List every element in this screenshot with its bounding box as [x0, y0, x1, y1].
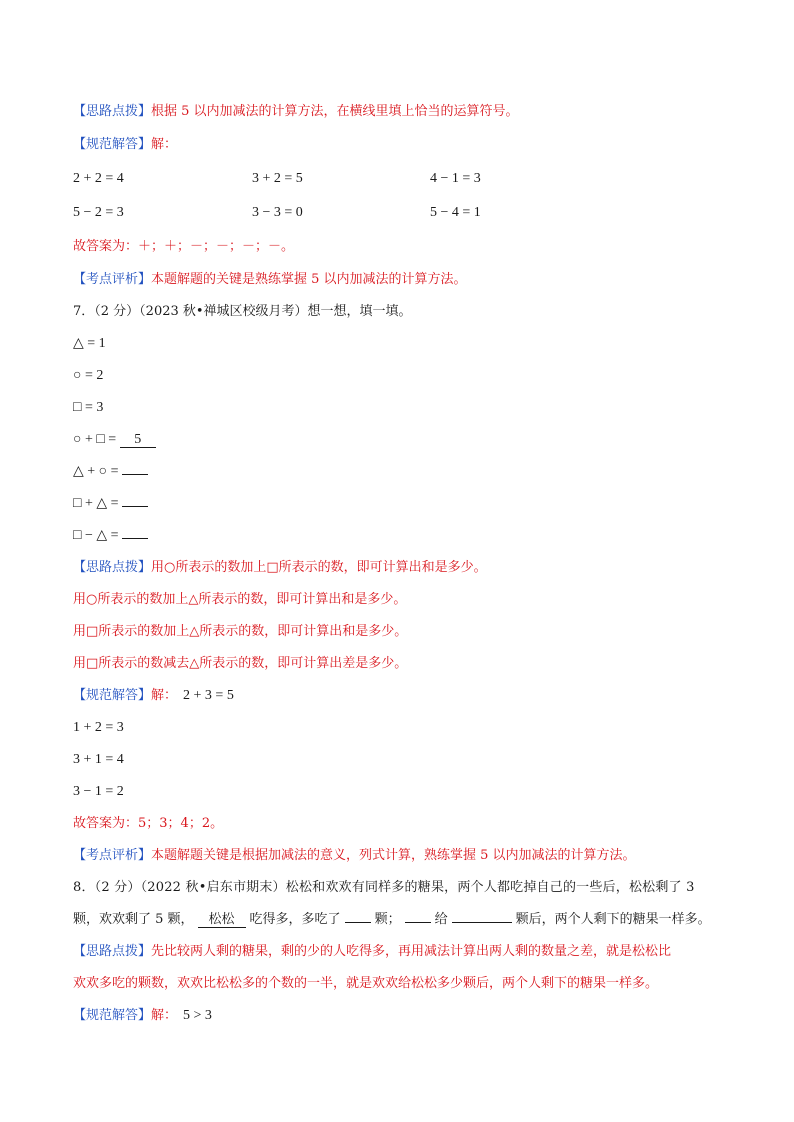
- hint-label: 【思路点拨】: [73, 944, 152, 959]
- q7-blank-row-3: [73, 496, 148, 512]
- q6-review: [73, 272, 467, 288]
- q8-answer-blank-3[interactable]: [405, 922, 431, 923]
- q6-solution: [73, 137, 177, 153]
- q7-answer: 故答案为：5；3；4；2。: [73, 816, 224, 831]
- q8-stem-line-2: [73, 912, 711, 928]
- q7-def-circle: ○ = 2: [73, 368, 104, 383]
- q7-def-square: □ = 3: [73, 400, 104, 415]
- q8-stem-part-5: 颗后，两个人剩下的糖果一样多。: [515, 912, 711, 927]
- q7-hint-line-1: 用○所表示的数加上□所表示的数，即可计算出和是多少。: [151, 560, 487, 575]
- q8-stem-part-4: 给: [434, 912, 448, 927]
- solution-label: 【规范解答】: [73, 1008, 152, 1023]
- q7-hint: [73, 560, 487, 576]
- q8-hint-line-1: 先比较两人剩的糖果，剩的少的人吃得多，再用减法计算出两人剩的数量之差，就是松松比: [151, 944, 672, 959]
- q7-sol-eq-3: 3 + 1 = 4: [73, 752, 124, 767]
- q7-hint-line-3: 用□所表示的数加上△所表示的数，即可计算出和是多少。: [73, 624, 408, 639]
- q7-blank-expr-2: △ + ○ =: [73, 464, 123, 479]
- q6-eq-1-2: 3 + 2 = 5: [252, 171, 303, 186]
- q7-stem: 7．（2 分）（2023 秋•禅城区校级月考）想一想，填一填。: [73, 304, 412, 319]
- q8-stem-part-2: 吃得多，多吃了: [249, 912, 341, 927]
- q7-answer-blank-4[interactable]: [122, 538, 148, 539]
- q8-stem-line-1: 8．（2 分）（2022 秋•启东市期末）松松和欢欢有同样多的糖果，两个人都吃掉自己的一些后，松松剩了 3: [73, 880, 695, 895]
- q8-hint: [73, 944, 671, 960]
- q6-eq-2-2: 3 − 3 = 0: [252, 205, 303, 220]
- q6-eq-1-3: 4 − 1 = 3: [430, 171, 481, 186]
- q6-eq-2-3: 5 − 4 = 1: [430, 205, 481, 220]
- q8-hint-line-2: 欢欢多吃的颗数，欢欢比松松多的个数的一半，就是欢欢给松松多少颗后，两个人剩下的糖果一样多。: [73, 976, 659, 991]
- q6-answer: 故答案为：＋；＋；－；－；－；－。: [73, 239, 295, 254]
- q7-blank-expr-4: □ − △ =: [73, 528, 123, 543]
- q8-stem-part-3: 颗；: [374, 912, 401, 927]
- q8-sol-eq: 5 > 3: [183, 1008, 212, 1023]
- q6-hint: [73, 104, 519, 120]
- q7-review: [73, 848, 636, 864]
- q8-answer-blank-2[interactable]: [345, 922, 371, 923]
- review-label: 【考点评析】: [73, 272, 152, 287]
- q8-answer-blank-4[interactable]: [452, 922, 512, 923]
- q8-stem-part-1: 颗，欢欢剩了 5 颗，: [73, 912, 194, 927]
- solution-label: 【规范解答】: [73, 688, 152, 703]
- q7-sol-eq-1: 2 + 3 = 5: [183, 688, 234, 703]
- q7-hint-line-2: 用○所表示的数加上△所表示的数，即可计算出和是多少。: [73, 592, 407, 607]
- hint-label: 【思路点拨】: [73, 560, 152, 575]
- q8-solution-text: 解：: [151, 1008, 178, 1023]
- q7-answer-blank-1[interactable]: 5: [120, 433, 156, 448]
- q6-eq-2-1: 5 − 2 = 3: [73, 205, 124, 220]
- q7-blank-row-1: [73, 432, 156, 448]
- q7-def-triangle: △ = 1: [73, 336, 106, 351]
- q6-eq-1-1: 2 + 2 = 4: [73, 171, 124, 186]
- q7-answer-blank-3[interactable]: [122, 506, 148, 507]
- q7-hint-line-4: 用□所表示的数减去△所表示的数，即可计算出差是多少。: [73, 656, 408, 671]
- q6-review-text: 本题解题的关键是熟练掌握 5 以内加减法的计算方法。: [151, 272, 467, 287]
- q7-sol-eq-4: 3 − 1 = 2: [73, 784, 124, 799]
- q7-solution-text: 解：: [151, 688, 178, 703]
- q8-solution: [73, 1008, 212, 1024]
- q7-solution: [73, 688, 234, 704]
- q7-blank-expr-1: ○ + □ =: [73, 432, 120, 447]
- q7-answer-blank-2[interactable]: [122, 474, 148, 475]
- review-label: 【考点评析】: [73, 848, 152, 863]
- q7-sol-eq-2: 1 + 2 = 3: [73, 720, 124, 735]
- q7-blank-expr-3: □ + △ =: [73, 496, 123, 511]
- q6-solution-text: 解：: [151, 137, 178, 152]
- q6-hint-text: 根据 5 以内加减法的计算方法，在横线里填上恰当的运算符号。: [151, 104, 519, 119]
- q7-blank-row-4: [73, 528, 148, 544]
- hint-label: 【思路点拨】: [73, 104, 152, 119]
- q8-answer-blank-1[interactable]: 松松: [198, 913, 246, 928]
- solution-label: 【规范解答】: [73, 137, 152, 152]
- q7-blank-row-2: [73, 464, 148, 480]
- q7-review-text: 本题解题关键是根据加减法的意义，列式计算，熟练掌握 5 以内加减法的计算方法。: [151, 848, 636, 863]
